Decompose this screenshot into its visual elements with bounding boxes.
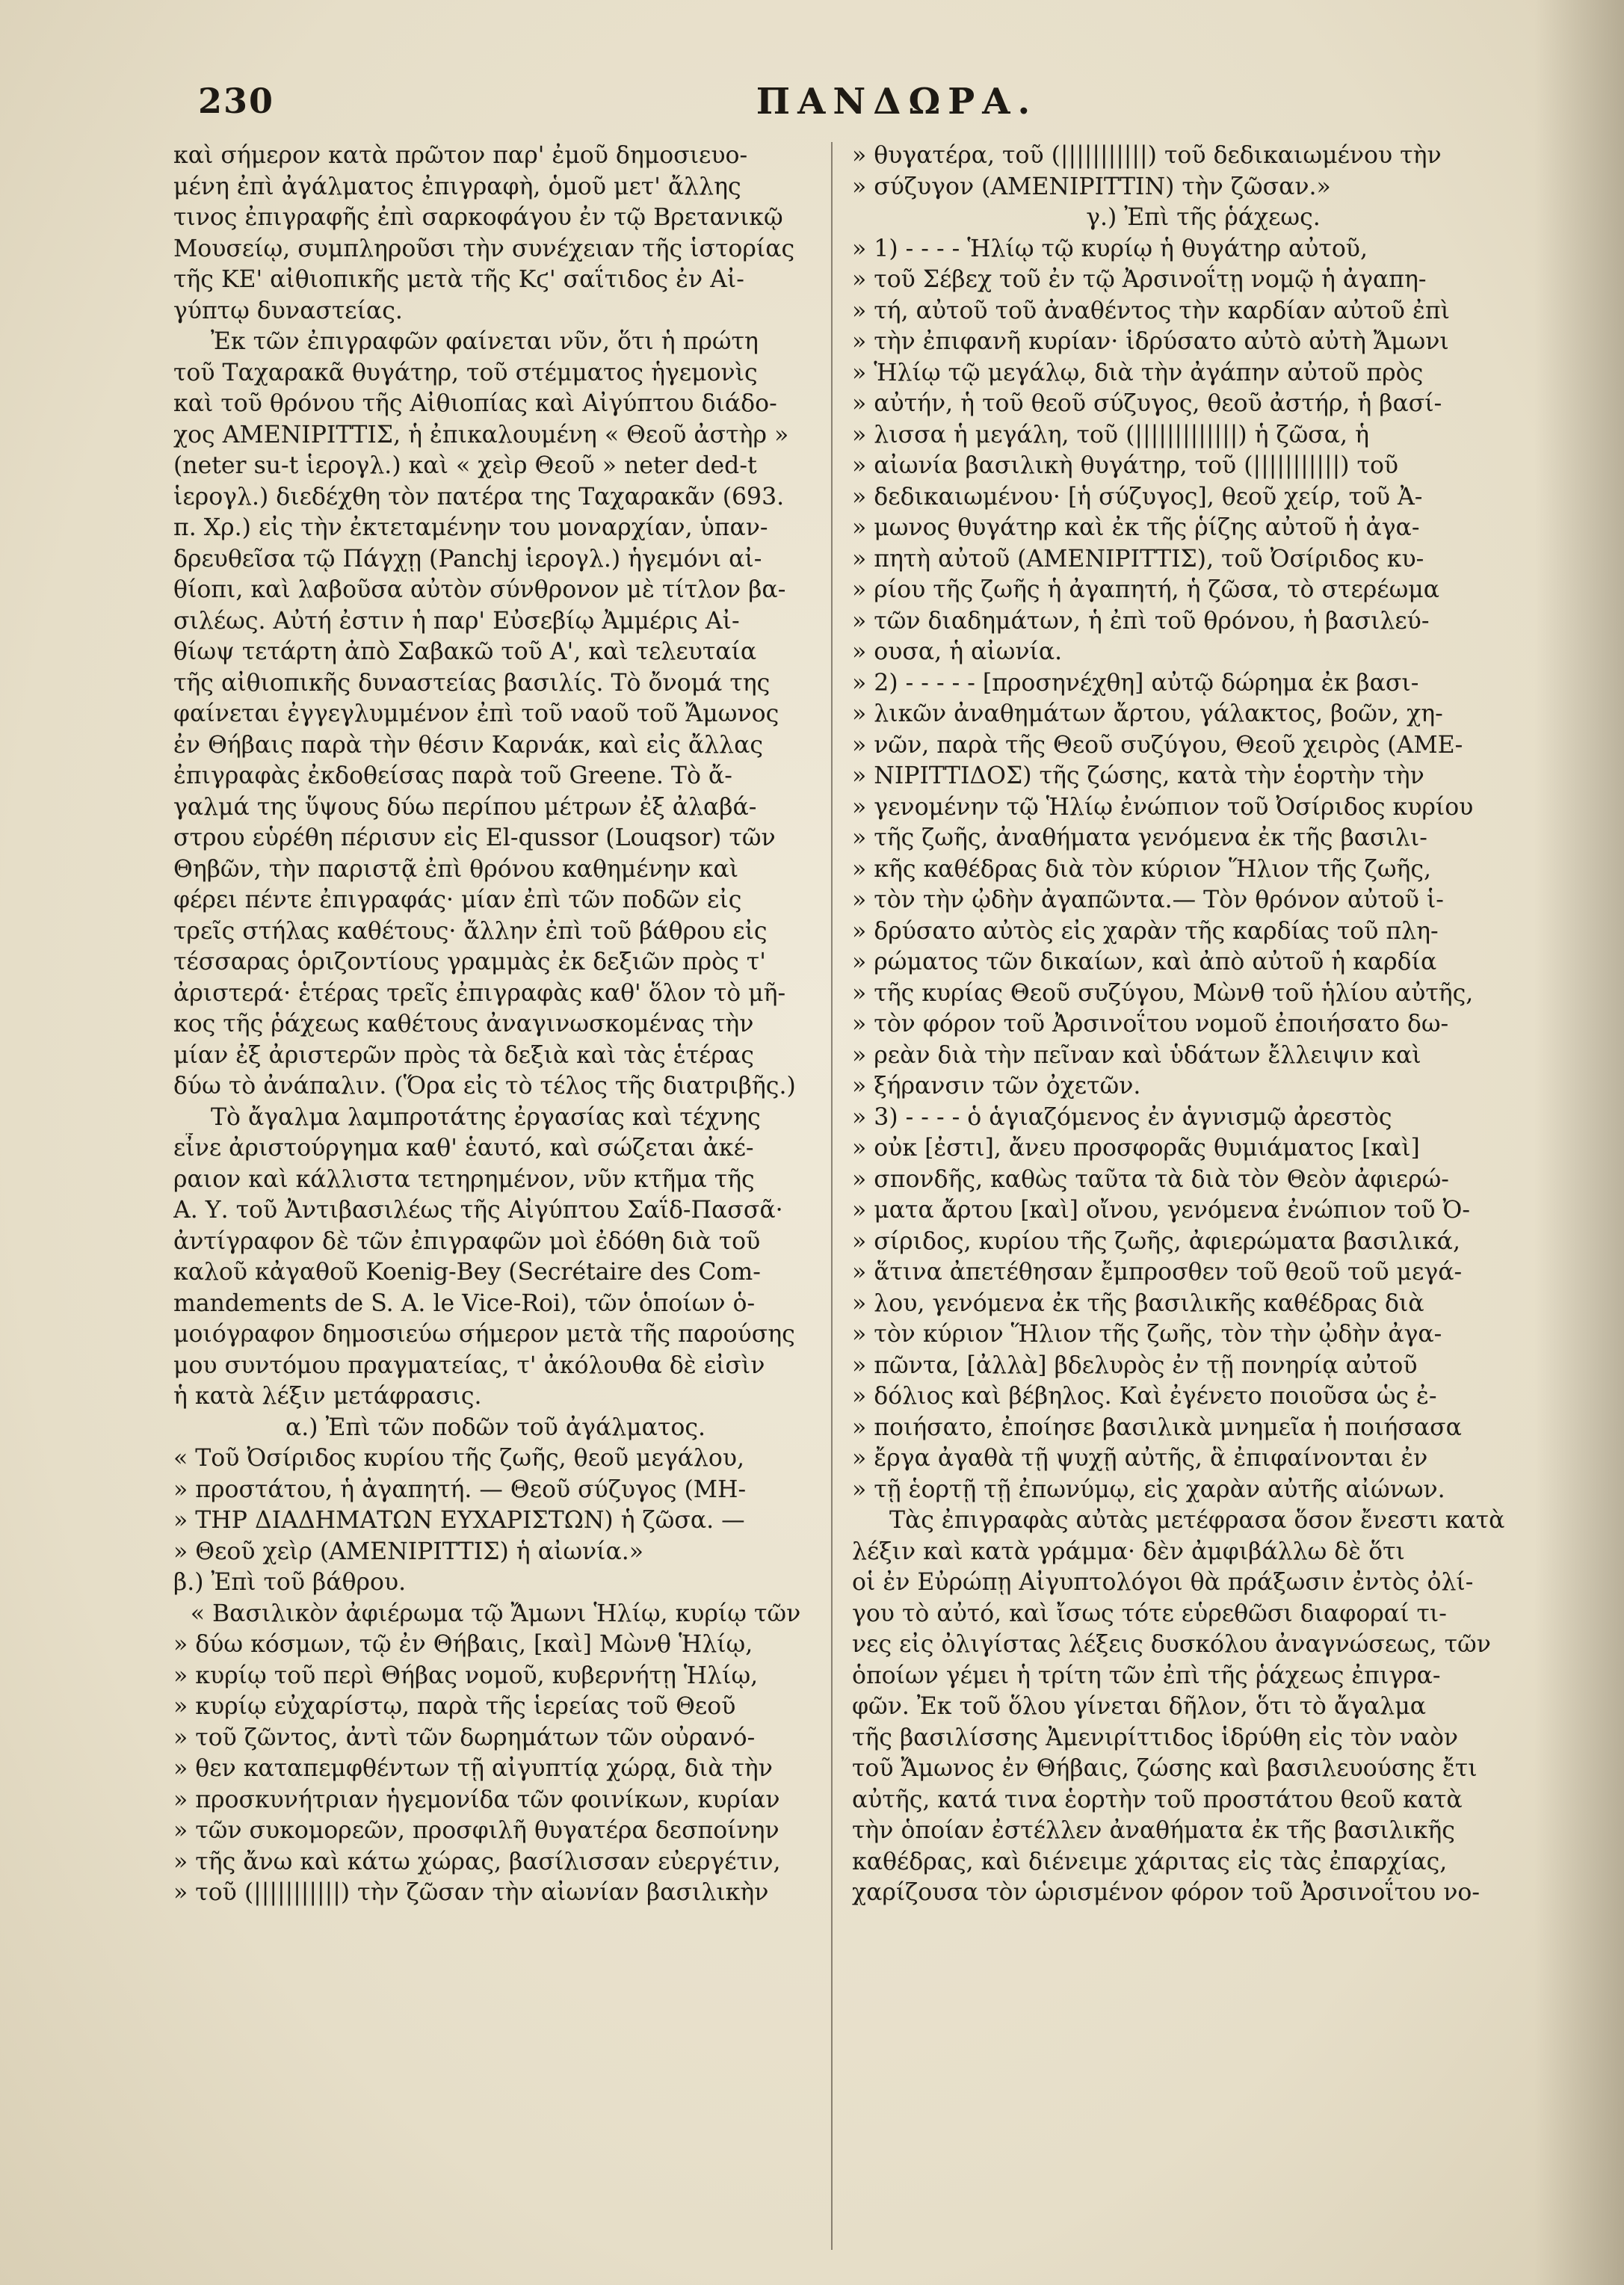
text-line: » ρίου τῆς ζωῆς ἡ ἀγαπητή, ἡ ζῶσα, τὸ στερέωμα	[852, 576, 1440, 603]
column-divider	[831, 142, 833, 2250]
text-line: » δεδικαιωμένου· [ἡ σύζυγος], θεοῦ χείρ, τοῦ Ἀ-	[852, 483, 1423, 511]
text-line: » ἅτινα ἀπετέθησαν ἔμπροσθεν τοῦ θεοῦ τοῦ μεγά-	[852, 1259, 1463, 1286]
text-line: » Ἡλίῳ τῷ μεγάλῳ, διὰ τὴν ἀγάπην αὐτοῦ πρὸς	[852, 359, 1424, 386]
text-line: « Βασιλικὸν ἀφιέρωμα τῷ Ἄμωνι Ἡλίῳ, κυρίῳ τῶν	[190, 1600, 801, 1627]
text-line: » τῇ ἑορτῇ τῇ ἐπωνύμῳ, εἰς χαρὰν αὐτῆς αἰώνων.	[852, 1475, 1445, 1503]
text-line: » ἔργα ἀγαθὰ τῇ ψυχῇ αὐτῆς, ἃ ἐπιφαίνονται ἐν	[852, 1445, 1428, 1472]
text-line: » δύω κόσμων, τῷ ἐν Θήβαις, [καὶ] Μὼνθ Ἡλίῳ,	[173, 1631, 753, 1658]
text-line: » σπονδῆς, καθὼς ταῦτα τὰ διὰ τὸν Θεὸν ἀφιερώ-	[852, 1165, 1449, 1193]
text-line: φέρει πέντε ἐπιγραφάς· μίαν ἐπὶ τῶν ποδῶν εἰς	[173, 886, 742, 913]
text-line: » τῆς ἄνω καὶ κάτω χώρας, βασίλισσαν εὐεργέτιν,	[173, 1848, 781, 1875]
running-title: ΠΑΝΔΩΡΑ.	[756, 81, 1038, 123]
text-line: χαρίζουσα τὸν ὡρισμένον φόρον τοῦ Ἀρσινοΐτου νο-	[852, 1879, 1480, 1906]
text-line: γ.) Ἐπὶ τῆς ῥάχεως.	[1086, 204, 1321, 231]
text-line: » τῶν συκομορεῶν, προσφιλῆ θυγατέρα δεσποίνην	[173, 1817, 779, 1844]
text-line: γύπτῳ δυναστείας.	[173, 297, 403, 324]
page-number: 230	[198, 81, 275, 121]
text-line: λέξιν καὶ κατὰ γράμμα· δὲν ἀμφιβάλλω δὲ ὅτι	[852, 1538, 1405, 1565]
text-line: γαλμά της ὕψους δύω περίπου μέτρων ἐξ ἀλαβά-	[173, 793, 757, 821]
text-line: » ξήρανσιν τῶν ὀχετῶν.	[852, 1073, 1141, 1100]
text-line: τῆς αἰθιοπικῆς δυναστείας βασιλίς. Τὸ ὄνομά της	[173, 669, 771, 697]
text-line: « Τοῦ Ὀσίριδος κυρίου τῆς ζωῆς, θεοῦ μεγάλου,	[173, 1445, 745, 1472]
text-line: α.) Ἐπὶ τῶν ποδῶν τοῦ ἀγάλματος.	[285, 1413, 706, 1441]
text-line: » 1) - - - - Ἡλίῳ τῷ κυρίῳ ἡ θυγάτηρ αὐτοῦ,	[852, 235, 1368, 262]
text-line: β.) Ἐπὶ τοῦ βάθρου.	[173, 1569, 407, 1596]
text-line: » λου, γενόμενα ἐκ τῆς βασιλικῆς καθέδρας διὰ	[852, 1289, 1424, 1317]
text-line: μοιόγραφον δημοσιεύω σήμερον μετὰ τῆς παρούσης	[173, 1321, 795, 1348]
text-line: χος ΑΜΕΝΙΡΙΤΤΙΣ, ἡ ἐπικαλουμένη « Θεοῦ ἀστὴρ »	[173, 421, 789, 448]
text-line: θίωψ τετάρτη ἀπὸ Σαβακῶ τοῦ Α', καὶ τελευταία	[173, 638, 757, 665]
text-line: ραιον καὶ κάλλιστα τετηρημένον, νῦν κτῆμα τῆς	[173, 1165, 755, 1193]
left-text-column	[173, 141, 818, 1909]
text-line: mandements de S. A. le Vice-Roi), τῶν ὁποίων ὁ-	[173, 1289, 756, 1317]
text-line: στρου εὑρέθη πέρισυν εἰς El-qussor (Louqsor) τῶν	[173, 824, 776, 851]
text-line: τοῦ Ταχαρακᾶ θυγάτηρ, τοῦ στέμματος ἡγεμονὶς	[173, 359, 758, 386]
text-line: ἐπιγραφὰς ἐκδοθείσας παρὰ τοῦ Greene. Τὸ ἄ-	[173, 762, 732, 789]
text-line: » τή, αὐτοῦ τοῦ ἀναθέντος τὴν καρδίαν αὐτοῦ ἐπὶ	[852, 297, 1450, 324]
text-line: » τῆς κυρίας Θεοῦ συζύγου, Μὼνθ τοῦ ἡλίου αὐτῆς,	[852, 979, 1474, 1007]
text-line: καλοῦ κἀγαθοῦ Koenig-Bey (Secrétaire des Com-	[173, 1259, 761, 1286]
text-line: » τὸν φόρον τοῦ Ἀρσινοΐτου νομοῦ ἐποιήσατο δω-	[852, 1011, 1449, 1037]
text-line: » δόλιος καὶ βέβηλος. Καὶ ἐγένετο ποιοῦσα ὡς ἐ-	[852, 1383, 1437, 1410]
text-line: γου τὸ αὐτό, καὶ ἴσως τότε εὑρεθῶσι διαφοραί τι-	[852, 1600, 1447, 1627]
text-line: » αἰωνία βασιλικὴ θυγάτηρ, τοῦ (|||||||||||) τοῦ	[852, 452, 1399, 479]
text-line: » μωνος θυγάτηρ καὶ ἐκ τῆς ῥίζης αὐτοῦ ἡ ἀγα-	[852, 514, 1420, 541]
text-line: θίοπι, καὶ λαβοῦσα αὐτὸν σύνθρονον μὲ τίτλον βα-	[173, 576, 786, 603]
text-line: τοῦ Ἄμωνος ἐν Θήβαις, ζώσης καὶ βασιλευούσης ἔτι	[852, 1755, 1478, 1782]
text-line: τινος ἐπιγραφῆς ἐπὶ σαρκοφάγου ἐν τῷ Βρετανικῷ	[173, 204, 783, 231]
text-line: » προστάτου, ἡ ἀγαπητή. — Θεοῦ σύζυγος (ΜΗ-	[173, 1475, 747, 1503]
text-line: » τῆς ζωῆς, ἀναθήματα γενόμενα ἐκ τῆς βασιλι-	[852, 824, 1427, 851]
text-line: δρευθεῖσα τῷ Πάγχῃ (Panchj ἱερογλ.) ἡγεμόνι αἰ-	[173, 545, 762, 573]
text-line: » τὴν ἐπιφανῆ κυρίαν· ἱδρύσατο αὐτὸ αὐτὴ Ἄμωνι	[852, 328, 1449, 355]
text-line: » προσκυνήτριαν ἡγεμονίδα τῶν φοινίκων, κυρίαν	[173, 1786, 780, 1813]
text-line: ἐν Θήβαις παρὰ τὴν θέσιν Καρνάκ, καὶ εἰς ἄλλας	[173, 731, 764, 759]
text-line: τρεῖς στήλας καθέτους· ἄλλην ἐπὶ τοῦ βάθρου εἰς	[173, 917, 768, 945]
text-line: » τοῦ ζῶντος, ἀντὶ τῶν δωρημάτων τῶν οὐρανό-	[173, 1724, 756, 1751]
text-line: καὶ σήμερον κατὰ πρῶτον παρ' ἐμοῦ δημοσιευο-	[173, 142, 748, 169]
text-line: » ουσα, ἡ αἰωνία.	[852, 638, 1063, 665]
text-line: » κυρίῳ εὐχαρίστῳ, παρὰ τῆς ἱερείας τοῦ Θεοῦ	[173, 1693, 736, 1720]
text-line: » ΤΗΡ ΔΙΑΔΗΜΑΤΩΝ ΕΥΧΑΡΙΣΤΩΝ) ἡ ζῶσα. —	[173, 1507, 745, 1534]
text-line: φαίνεται ἐγγεγλυμμένον ἐπὶ τοῦ ναοῦ τοῦ Ἄμωνος	[173, 700, 779, 727]
text-line: » 2) - - - - - [προσηνέχθη] αὐτῷ δώρημα ἐκ βασι-	[852, 669, 1419, 697]
text-line: καθέδρας, καὶ διένειμε χάριτας εἰς τὰς ἐπαρχίας,	[852, 1848, 1448, 1875]
text-line: » οὐκ [ἐστι], ἄνευ προσφορᾶς θυμιάματος [καὶ]	[852, 1135, 1420, 1162]
text-line: μίαν ἐξ ἀριστερῶν πρὸς τὰ δεξιὰ καὶ τὰς ἑτέρας	[173, 1041, 754, 1069]
text-line: Α. Υ. τοῦ Ἀντιβασιλέως τῆς Αἰγύπτου Σαΐδ-Πασσᾶ·	[173, 1197, 783, 1224]
text-line: Τὸ ἄγαλμα λαμπροτάτης ἐργασίας καὶ τέχνης	[211, 1103, 761, 1131]
text-line: » τὸν τὴν ᾠδὴν ἀγαπῶντα.— Τὸν θρόνον αὐτοῦ ἱ-	[852, 886, 1444, 913]
text-line: » λισσα ἡ μεγάλη, τοῦ (|||||||||||||) ἡ ζῶσα, ἡ	[852, 421, 1369, 448]
text-line: ἱερογλ.) διεδέχθη τὸν πατέρα της Ταχαρακᾶν (693.	[173, 483, 785, 511]
text-line: » Θεοῦ χεὶρ (ΑΜΕΝΙΡΙΤΤΙΣ) ἡ αἰωνία.»	[173, 1538, 644, 1565]
text-line: » θεν καταπεμφθέντων τῇ αἰγυπτίᾳ χώρᾳ, διὰ τὴν	[173, 1755, 773, 1782]
text-line: » τοῦ (|||||||||||) τὴν ζῶσαν τὴν αἰωνίαν βασιλικὴν	[173, 1879, 769, 1906]
text-line: Τὰς ἐπιγραφὰς αὐτὰς μετέφρασα ὅσον ἔνεστι κατὰ	[889, 1507, 1505, 1534]
text-line: Μουσείῳ, συμπληροῦσι τὴν συνέχειαν τῆς ἱστορίας	[173, 235, 795, 262]
text-line: ἡ κατὰ λέξιν μετάφρασις.	[173, 1383, 482, 1410]
text-line: » ρεὰν διὰ τὴν πεῖναν καὶ ὑδάτων ἔλλειψιν καὶ	[852, 1041, 1421, 1069]
text-line: (neter su-t ἱερογλ.) καὶ « χεὶρ Θεοῦ » neter ded-t	[173, 452, 757, 479]
text-line: μου συντόμου πραγματείας, τ' ἀκόλουθα δὲ εἰσὶν	[173, 1351, 765, 1379]
text-line: » σίριδος, κυρίου τῆς ζωῆς, ἀφιερώματα βασιλικά,	[852, 1227, 1460, 1255]
text-line: » πῶντα, [ἀλλὰ] βδελυρὸς ἐν τῇ πονηρίᾳ αὐτοῦ	[852, 1351, 1418, 1379]
text-line: εἶνε ἀριστούργημα καθ' ἑαυτό, καὶ σώζεται ἀκέ-	[173, 1135, 754, 1162]
text-line: » ποιήσατο, ἐποίησε βασιλικὰ μνημεῖα ἡ ποιήσασα	[852, 1413, 1462, 1441]
text-line: τῆς ΚΕ' αἰθιοπικῆς μετὰ τῆς Κϛ' σαΐτιδος ἐν Αἰ-	[173, 266, 744, 293]
text-line: » τὸν κύριον Ἥλιον τῆς ζωῆς, τὸν τὴν ᾠδὴν ἀγα-	[852, 1321, 1442, 1348]
text-line: » 3) - - - - ὁ ἁγιαζόμενος ἐν ἁγνισμῷ ἀρεστὸς	[852, 1103, 1392, 1131]
text-line: » γενομένην τῷ Ἡλίῳ ἐνώπιον τοῦ Ὀσίριδος κυρίου	[852, 793, 1474, 821]
text-line: τῆς βασιλίσσης Ἀμενιρίττιδος ἱδρύθη εἰς τὸν ναὸν	[852, 1724, 1459, 1751]
text-line: τέσσαρας ὁριζοντίους γραμμὰς ἐκ δεξιῶν πρὸς τ'	[173, 949, 766, 975]
text-line: » αὐτήν, ἡ τοῦ θεοῦ σύζυγος, θεοῦ ἀστήρ, ἡ βασί-	[852, 390, 1442, 417]
text-line: » δρύσατο αὐτὸς εἰς χαρὰν τῆς καρδίας τοῦ πλη-	[852, 917, 1439, 945]
text-line: » τῶν διαδημάτων, ἡ ἐπὶ τοῦ θρόνου, ἡ βασιλεύ-	[852, 607, 1430, 635]
text-line: » ρώματος τῶν δικαίων, καὶ ἀπὸ αὐτοῦ ἡ καρδία	[852, 949, 1437, 975]
text-line: » κῆς καθέδρας διὰ τὸν κύριον Ἥλιον τῆς ζωῆς,	[852, 855, 1432, 883]
text-line: » θυγατέρα, τοῦ (|||||||||||) τοῦ δεδικαιωμένου τὴν	[852, 142, 1442, 169]
text-line: ὁποίων γέμει ἡ τρίτη τῶν ἐπὶ τῆς ῥάχεως ἐπιγρα-	[852, 1662, 1441, 1689]
text-line: σιλέως. Αὐτή ἐστιν ἡ παρ' Εὐσεβίῳ Ἀμμέρις Αἰ-	[173, 607, 740, 635]
text-line: » νῶν, παρὰ τῆς Θεοῦ συζύγου, Θεοῦ χειρὸς (ΑΜΕ-	[852, 731, 1463, 759]
text-line: ἀντίγραφον δὲ τῶν ἐπιγραφῶν μοὶ ἐδόθη διὰ τοῦ	[173, 1227, 761, 1255]
text-line: » κυρίῳ τοῦ περὶ Θήβας νομοῦ, κυβερνήτῃ Ἡλίῳ,	[173, 1662, 759, 1689]
text-line: μένη ἐπὶ ἀγάλματος ἐπιγραφὴ, ὁμοῦ μετ' ἄλλης	[173, 173, 741, 200]
text-line: » ματα ἄρτου [καὶ] οἴνου, γενόμενα ἐνώπιον τοῦ Ὀ-	[852, 1197, 1471, 1224]
text-line: » λικῶν ἀναθημάτων ἄρτου, γάλακτος, βοῶν, χη-	[852, 700, 1443, 727]
text-line: » τοῦ Σέβεχ τοῦ ἐν τῷ Ἀρσινοΐτῃ νομῷ ἡ ἀγαπη-	[852, 266, 1427, 293]
text-line: κος τῆς ῥάχεως καθέτους ἀναγινωσκομένας τὴν	[173, 1011, 754, 1037]
text-line: » σύζυγον (ΑΜΕΝΙΡΙΤΤΙΝ) τὴν ζῶσαν.»	[852, 173, 1331, 200]
text-line: δύω τὸ ἀνάπαλιν. (Ὅρα εἰς τὸ τέλος τῆς διατριβῆς.)	[173, 1073, 796, 1100]
text-line: Θηβῶν, τὴν παριστᾷ ἐπὶ θρόνου καθημένην καὶ	[173, 855, 739, 883]
text-line: οἱ ἐν Εὐρώπῃ Αἰγυπτολόγοι θὰ πράξωσιν ἐντὸς ὀλί-	[852, 1569, 1474, 1596]
page-header	[187, 81, 1577, 133]
text-line: » ΝΙΡΙΤΤΙΔΟΣ) τῆς ζώσης, κατὰ τὴν ἑορτὴν τὴν	[852, 762, 1424, 789]
right-text-column	[852, 141, 1554, 1909]
text-line: τὴν ὁποίαν ἐστέλλεν ἀναθήματα ἐκ τῆς βασιλικῆς	[852, 1817, 1455, 1844]
text-line: ἀριστερά· ἑτέρας τρεῖς ἐπιγραφὰς καθ' ὅλον τὸ μῆ-	[173, 979, 786, 1007]
text-line: φῶν. Ἐκ τοῦ ὅλου γίνεται δῆλον, ὅτι τὸ ἄγαλμα	[852, 1693, 1426, 1720]
text-line: αὐτῆς, κατά τινα ἑορτὴν τοῦ προστάτου θεοῦ κατὰ	[852, 1786, 1463, 1813]
text-line: καὶ τοῦ θρόνου τῆς Αἰθιοπίας καὶ Αἰγύπτου διάδο-	[173, 390, 777, 417]
text-line: » πητὴ αὐτοῦ (ΑΜΕΝΙΡΙΤΤΙΣ), τοῦ Ὀσίριδος κυ-	[852, 545, 1424, 573]
text-line: νες εἰς ὀλιγίστας λέξεις δυσκόλου ἀναγνώσεως, τῶν	[852, 1631, 1491, 1658]
text-line: Ἐκ τῶν ἐπιγραφῶν φαίνεται νῦν, ὅτι ἡ πρώτη	[211, 328, 759, 355]
text-line: π. Χρ.) εἰς τὴν ἐκτεταμένην του μοναρχίαν, ὑπαν-	[173, 514, 768, 541]
